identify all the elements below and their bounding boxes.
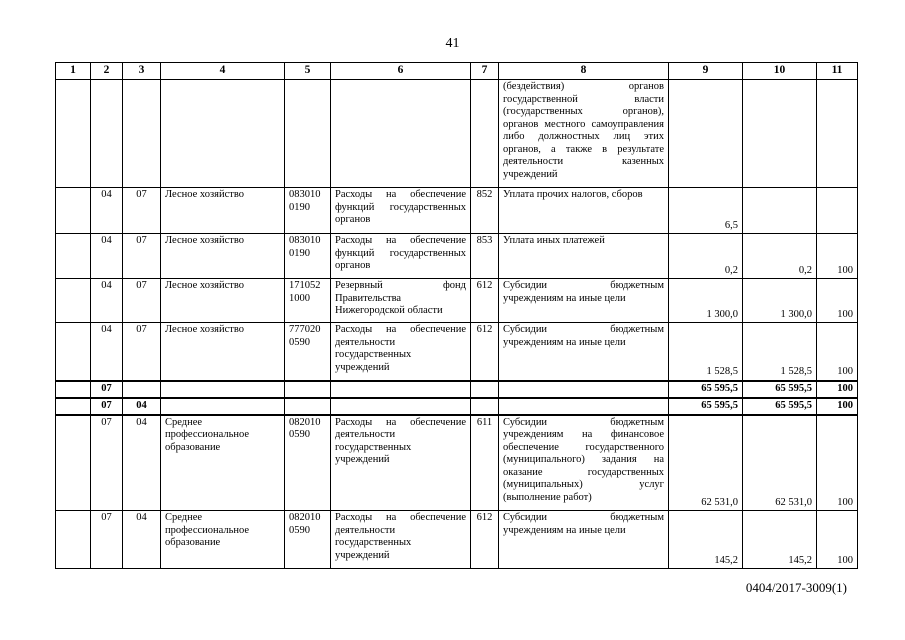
column-header: 7 [471,63,499,80]
cell-percent [817,188,858,234]
cell-actual-amount [743,80,817,188]
cell-subsection: 07 [123,188,161,234]
cell-expense-type: 852 [471,188,499,234]
cell-section: 07 [91,381,123,398]
cell-subsection [123,381,161,398]
cell-expense-name: Уплата иных платежей [499,234,669,279]
cell-plan-amount: 0,2 [669,234,743,279]
table-header-row [56,63,858,80]
column-header: 3 [123,63,161,80]
cell-subsection: 04 [123,415,161,511]
cell-section-name: Лесное хозяйство [161,279,285,323]
cell-percent: 100 [817,323,858,381]
cell-target-name: Расходы на обеспечение функций государственных органов [331,234,471,279]
cell-expense-name [499,398,669,415]
cell-col1 [56,279,91,323]
cell-subsection: 07 [123,234,161,279]
column-header: 11 [817,63,858,80]
cell-percent: 100 [817,511,858,569]
cell-plan-amount: 1 528,5 [669,323,743,381]
cell-target-code [285,80,331,188]
cell-section: 07 [91,511,123,569]
column-header: 5 [285,63,331,80]
cell-subsection: 07 [123,323,161,381]
cell-plan-amount: 6,5 [669,188,743,234]
column-header: 1 [56,63,91,80]
cell-actual-amount: 62 531,0 [743,415,817,511]
cell-target-name: Резервный фонд Правительства Нижегородской области [331,279,471,323]
cell-section-name: Лесное хозяйство [161,323,285,381]
cell-actual-amount: 65 595,5 [743,398,817,415]
cell-target-name: Расходы на обеспечение деятельности государственных учреждений [331,415,471,511]
cell-actual-amount: 0,2 [743,234,817,279]
cell-subsection: 04 [123,398,161,415]
cell-expense-name: Субсидии бюджетным учреждениям на иные цели [499,279,669,323]
column-header: 6 [331,63,471,80]
cell-target-name [331,381,471,398]
cell-plan-amount [669,80,743,188]
column-header: 4 [161,63,285,80]
cell-plan-amount: 65 595,5 [669,381,743,398]
cell-target-name: Расходы на обеспечение деятельности государственных учреждений [331,511,471,569]
cell-target-code: 171052 1000 [285,279,331,323]
cell-section: 04 [91,234,123,279]
cell-section: 07 [91,415,123,511]
cell-section-name: Лесное хозяйство [161,234,285,279]
cell-expense-name: (бездействия) органов государственной власти (государственных органов), органов местного самоуправления либо должностных лиц этих органов, а также в результате деятельности казенных учреждений [499,80,669,188]
cell-plan-amount: 1 300,0 [669,279,743,323]
table-row [56,415,858,511]
table-row [56,188,858,234]
cell-plan-amount: 62 531,0 [669,415,743,511]
cell-expense-name: Субсидии бюджетным учреждениям на иные цели [499,323,669,381]
cell-subsection [123,80,161,188]
cell-col1 [56,381,91,398]
cell-target-code [285,398,331,415]
cell-percent: 100 [817,415,858,511]
cell-target-code: 083010 0190 [285,188,331,234]
cell-percent: 100 [817,381,858,398]
cell-percent: 100 [817,234,858,279]
page-number: 41 [445,36,460,51]
cell-expense-type: 612 [471,279,499,323]
document-code: 0404/2017-3009(1) [745,580,847,595]
cell-expense-type: 611 [471,415,499,511]
cell-actual-amount: 65 595,5 [743,381,817,398]
cell-percent [817,80,858,188]
cell-actual-amount: 1 300,0 [743,279,817,323]
column-header: 8 [499,63,669,80]
cell-subsection: 04 [123,511,161,569]
cell-section [91,80,123,188]
cell-col1 [56,511,91,569]
cell-target-code: 082010 0590 [285,511,331,569]
cell-percent: 100 [817,398,858,415]
cell-expense-name: Субсидии бюджетным учреждениям на иные цели [499,511,669,569]
table-total-row [56,398,858,415]
cell-col1 [56,415,91,511]
cell-actual-amount: 1 528,5 [743,323,817,381]
table-row [56,323,858,381]
cell-col1 [56,234,91,279]
cell-expense-type [471,398,499,415]
cell-section: 07 [91,398,123,415]
cell-col1 [56,188,91,234]
table-row [56,511,858,569]
cell-target-name: Расходы на обеспечение функций государственных органов [331,188,471,234]
cell-actual-amount [743,188,817,234]
cell-target-name: Расходы на обеспечение деятельности государственных учреждений [331,323,471,381]
cell-section: 04 [91,188,123,234]
cell-section: 04 [91,323,123,381]
table-row [56,234,858,279]
cell-plan-amount: 145,2 [669,511,743,569]
cell-actual-amount: 145,2 [743,511,817,569]
column-header: 9 [669,63,743,80]
cell-section-name: Среднее профессиональное образование [161,415,285,511]
cell-col1 [56,323,91,381]
cell-percent: 100 [817,279,858,323]
cell-expense-name: Уплата прочих налогов, сборов [499,188,669,234]
cell-section-name [161,381,285,398]
cell-section-name: Лесное хозяйство [161,188,285,234]
cell-target-code: 082010 0590 [285,415,331,511]
cell-expense-type: 853 [471,234,499,279]
cell-expense-name [499,381,669,398]
cell-plan-amount: 65 595,5 [669,398,743,415]
table-row [56,80,858,188]
cell-col1 [56,80,91,188]
cell-expense-type: 612 [471,323,499,381]
cell-section-name: Среднее профессиональное образование [161,511,285,569]
cell-section-name [161,398,285,415]
column-header: 10 [743,63,817,80]
table-row [56,279,858,323]
table-total-row [56,381,858,398]
cell-expense-name: Субсидии бюджетным учреждениям на финансовое обеспечение государственного (муниципального) задания на оказание государственных (муниципальных) услуг (выполнение работ) [499,415,669,511]
cell-target-name [331,80,471,188]
cell-target-code: 083010 0190 [285,234,331,279]
cell-col1 [56,398,91,415]
cell-subsection: 07 [123,279,161,323]
cell-section: 04 [91,279,123,323]
cell-section-name [161,80,285,188]
cell-expense-type: 612 [471,511,499,569]
cell-target-code [285,381,331,398]
cell-expense-type [471,80,499,188]
column-header: 2 [91,63,123,80]
cell-target-name [331,398,471,415]
budget-table [55,62,858,569]
cell-expense-type [471,381,499,398]
cell-target-code: 777020 0590 [285,323,331,381]
